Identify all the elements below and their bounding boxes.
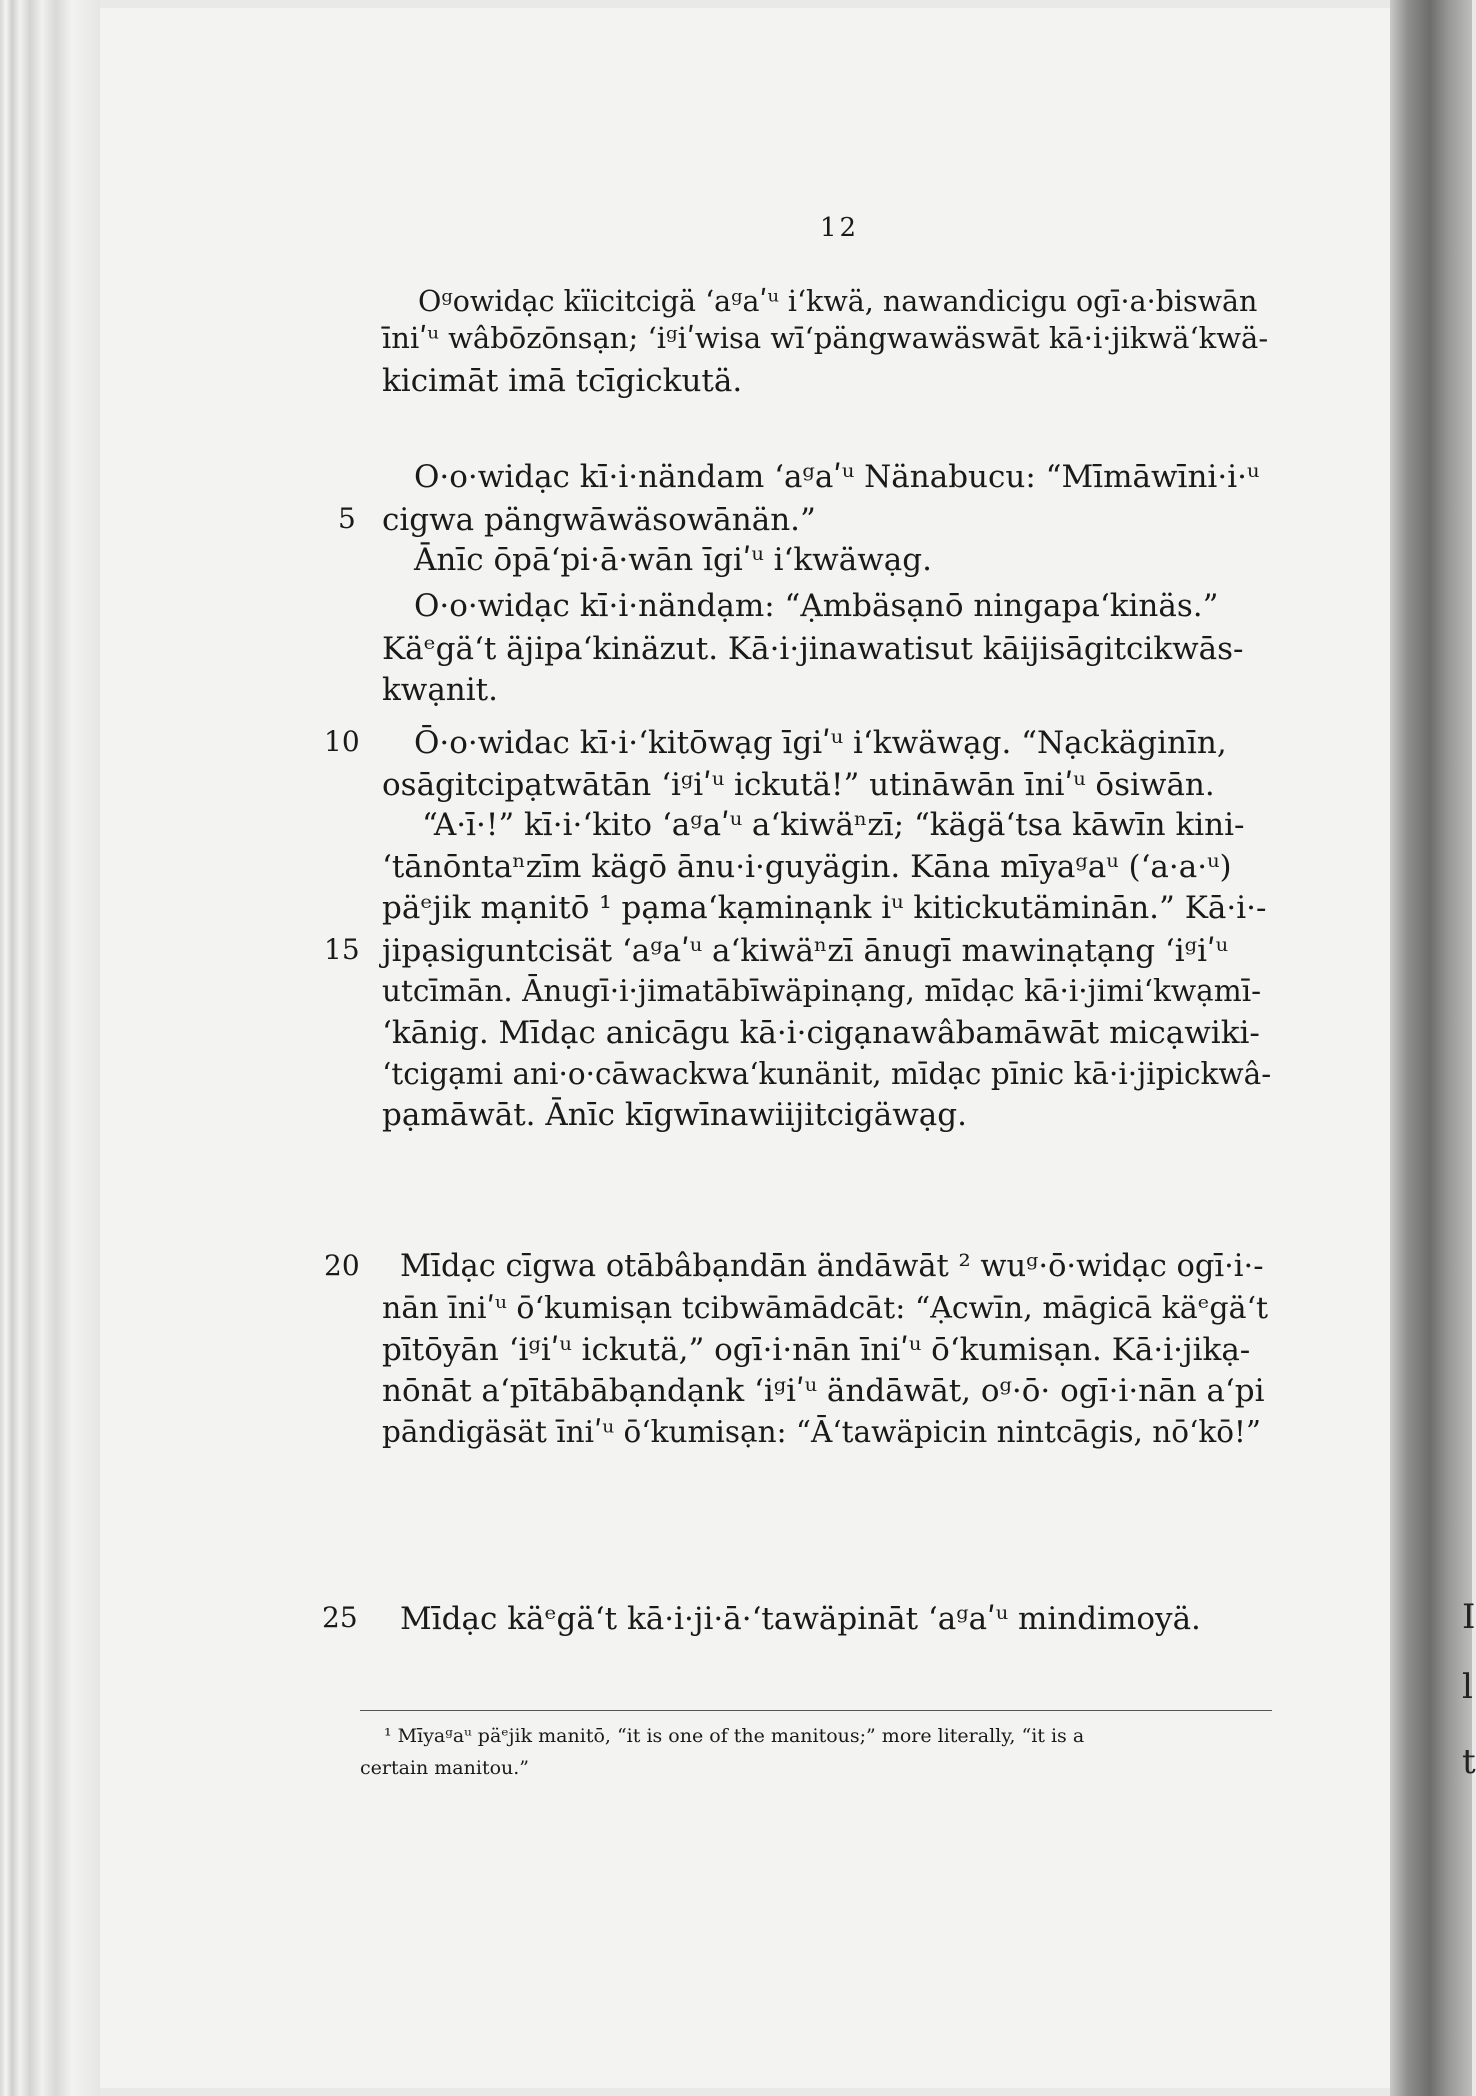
text-line: ʻtānōntaⁿzīm kägō ānu·i·guyägin. Kāna mīyaᵍaᵘ (ʻa·a·ᵘ) xyxy=(382,849,1232,885)
stacked-page-edges xyxy=(0,0,100,2096)
text-line: Ānīc ōpāʻpi·ā·wān īgiʹᵘ iʻkwäwạg. xyxy=(414,542,932,578)
text-line: ʻtcigạmi ani·o·cāwackwaʻkunänit, mīdạc pīnic kā·i·jipickwâ- xyxy=(382,1057,1272,1091)
line-number-10: 10 xyxy=(324,725,360,758)
text-line: Oᵍowidạc kïicitcigä ʻaᵍaʹᵘ iʻkwä, nawandicigu ogī·a·biswān xyxy=(418,285,1258,318)
text-line: O·o·widạc kī·i·nändạm: “Ạmbäsạnō ningapaʻkinäs.” xyxy=(414,588,1219,624)
opposite-page-edge-text: t xyxy=(1462,1742,1476,1782)
text-line: nān īniʹᵘ ōʻkumisạn tcibwāmādcāt: “Ạcwīn, māgicā käᵉgäʻt xyxy=(382,1291,1269,1326)
footnote-line: certain manitou.” xyxy=(360,1757,530,1779)
text-line: pạmāwāt. Ānīc kīgwīnawiijitcigäwạg. xyxy=(382,1097,967,1133)
line-number-20: 20 xyxy=(324,1249,360,1282)
text-line: ʻkānig. Mīdạc anicāgu kā·i·cigạnawâbamāwāt micạwiki- xyxy=(382,1015,1260,1051)
text-line: “A·ī·!” kī·i·ʻkito ʻaᵍaʹᵘ aʻkiwäⁿzī; “kägäʻtsa kāwīn kini- xyxy=(422,807,1245,843)
text-line: jipạsiguntcisät ʻaᵍaʹᵘ aʻkiwäⁿzī ānugī mawinạtạng ʻiᵍiʹᵘ xyxy=(382,933,1228,969)
text-line: Käᵉgäʻt äjipaʻkinäzut. Kā·i·jinawatisut kāijisāgitcikwās- xyxy=(382,631,1244,667)
text-line: cigwa pängwāwäsowānän.” xyxy=(382,502,816,538)
text-line: nōnāt aʻpītābābạndạnk ʻiᵍiʹᵘ ändāwāt, oᵍ·ō· ogī·i·nān aʻpi xyxy=(382,1373,1265,1409)
text-line: pāndigäsät īniʹᵘ ōʻkumisạn: “Āʻtawäpicin nintcāgis, nōʻkō!” xyxy=(382,1415,1261,1449)
text-line: kicimāt imā tcīgickutä. xyxy=(382,363,743,399)
text-line: pītōyān ʻiᵍiʹᵘ ickutä,” ogī·i·nān īniʹᵘ ōʻkumisạn. Kā·i·jikạ- xyxy=(382,1332,1251,1368)
text-line: Ō·o·widac kī·i·ʻkitōwạg īgiʹᵘ iʻkwäwạg. “Nạckäginīn, xyxy=(414,725,1227,761)
text-line: utcīmān. Ānugī·i·jimatābīwäpinạng, mīdạc kā·i·jimiʻkwạmī- xyxy=(382,974,1262,1008)
footnote-rule xyxy=(360,1710,1272,1711)
book-gutter xyxy=(1390,0,1476,2096)
line-number-15: 15 xyxy=(324,933,360,966)
line-number-25: 25 xyxy=(322,1601,358,1634)
footnote-line: ¹ Mīyaᵍaᵘ päᵉjik manitō, “it is one of the manitous;” more literally, “it is a xyxy=(384,1725,1085,1747)
opposite-page-edge-text: l xyxy=(1462,1667,1473,1707)
text-line: īniʹᵘ wâbōzōnsạn; ʻiᵍiʹwisa wīʻpängwawäswāt kā·i·jikwäʻkwä- xyxy=(382,321,1269,355)
text-line: Mīdạc käᵉgäʻt kā·i·ji·ā·ʻtawäpināt ʻaᵍaʹᵘ mindimoyä. xyxy=(400,1601,1201,1637)
text-line: osāgitcipạtwātān ʻiᵍiʹᵘ ickutä!” utināwān īniʹᵘ ōsiwān. xyxy=(382,767,1215,803)
line-number-5: 5 xyxy=(338,502,356,535)
text-line: Mīdạc cīgwa otābâbạndān ändāwāt ² wuᵍ·ō·widạc ogī·i·- xyxy=(400,1249,1264,1284)
opposite-page-edge-text: I xyxy=(1462,1597,1476,1637)
page-number: 12 xyxy=(820,213,860,243)
text-line: kwạnit. xyxy=(382,672,498,708)
text-line: päᵉjik mạnitō ¹ pạmaʻkạminạnk iᵘ kitickutäminān.” Kā·i·- xyxy=(382,890,1267,926)
text-line: O·o·widạc kī·i·nändam ʻaᵍaʹᵘ Nänabucu: “Mīmāwīni·i·ᵘ xyxy=(414,459,1260,495)
